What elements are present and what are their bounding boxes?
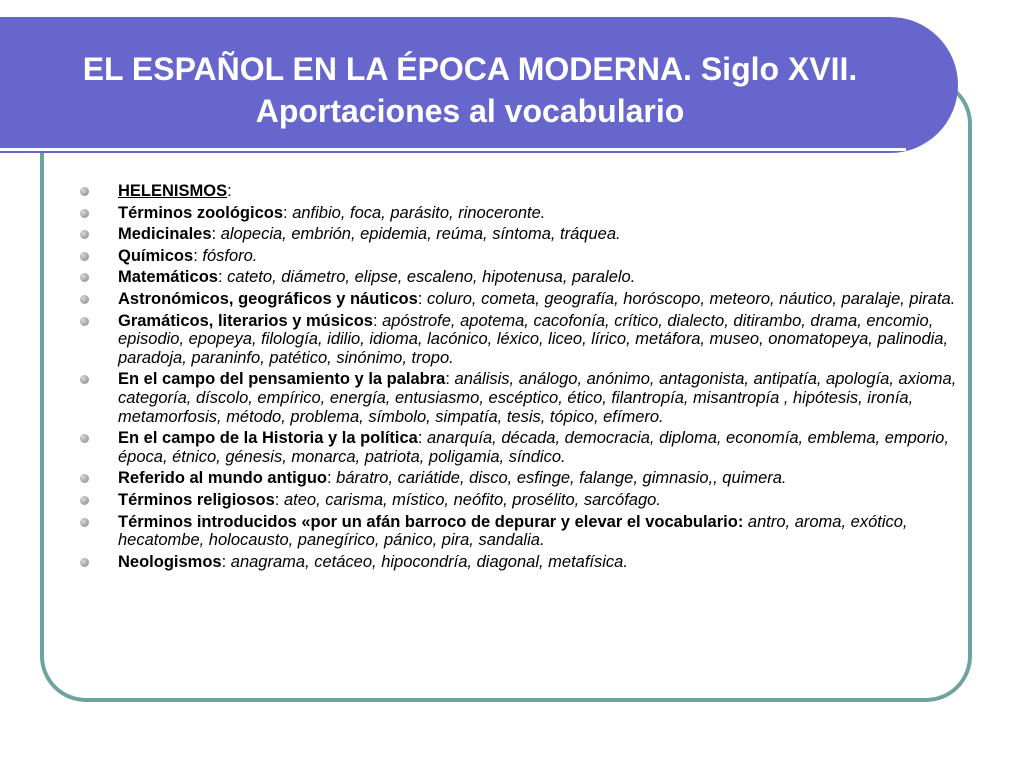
item-separator: : [227,182,232,200]
bullet-icon [80,496,89,505]
item-examples: anagrama, cetáceo, hipocondría, diagonal, metafísica. [230,552,628,571]
slide-title: EL ESPAÑOL EN LA ÉPOCA MODERNA. Siglo XVII. Aportaciones al vocabulario [82,51,858,129]
item-label: Referido al mundo antiguo [118,469,327,488]
item-examples: anarquía, década, democracia, diploma, economía, emblema, emporio, época, étnico, génesis, monarca, patriota, poligamia, síndico. [118,429,949,466]
list-item [78,491,958,510]
item-label: Gramáticos, literarios y músicos [118,311,373,330]
bullet-list-container [78,182,958,574]
list-item [78,290,958,309]
item-separator: : [445,370,455,389]
bullet-icon [80,434,89,443]
item-label: Químicos [118,246,194,265]
bullet-icon [80,187,89,196]
list-item [78,370,958,426]
bullet-icon [80,474,89,483]
bullet-icon [80,558,89,567]
item-label: En el campo de la Historia y la política [118,429,418,448]
title-underline [0,148,906,151]
bullet-icon [80,209,89,218]
list-item [78,204,958,223]
item-separator: : [217,268,228,287]
list-item [78,469,958,488]
item-examples: apóstrofe, apotema, cacofonía, crítico, dialecto, ditirambo, drama, encomio, episodio, epopeya, filología, idilio, idioma, lacónico, léxico, liceo, lírico, metáfora, museo, onomatopeya, palinodia, paradoja, paraninfo, patético, sinónimo, tropo. [118,311,949,367]
item-examples: anfibio, foca, parásito, rinoceronte. [292,203,546,222]
item-examples: ateo, carisma, místico, neófito, prosélito, sarcófago. [283,490,661,509]
bullet-icon [80,375,89,384]
item-separator: : [211,225,221,244]
list-item [78,268,958,287]
item-separator: : [417,429,428,448]
item-examples: báratro, cariátide, disco, esfinge, falange, gimnasio,, quimera. [336,469,787,488]
list-item [78,312,958,368]
item-label: Términos religiosos [118,490,275,509]
title-banner [0,17,958,153]
bullet-icon [80,252,89,261]
item-examples: fósforo. [202,246,258,265]
item-examples: análisis, análogo, anónimo, antagonista, antipatía, apología, axioma, categoría, díscolo, empírico, energía, entusiasmo, escéptico, ético, filantropía, misantropía , hipótesis, ironía, metamorfosis, método, problema, símbolo, simpatía, tesis, tópico, efímero. [118,370,957,426]
list-item [78,182,958,201]
item-separator: : [274,490,284,509]
list-item [78,225,958,244]
item-separator: : [372,311,383,330]
item-label: Matemáticos [118,268,218,287]
item-label: Astronómicos, geográficos y náuticos [118,289,418,308]
item-separator: : [221,552,231,571]
item-label: Neologismos [118,552,222,571]
item-label: Términos introducidos «por un afán barroco de depurar y elevar el vocabulario: [118,512,744,531]
list-item [78,513,958,550]
list-item [78,553,958,572]
item-label: Medicinales [118,225,212,244]
list-item [78,429,958,466]
bullet-icon [80,295,89,304]
item-separator: : [193,246,203,265]
item-separator: : [327,469,337,488]
bullet-icon [80,518,89,527]
item-label: HELENISMOS [118,182,228,200]
item-label: Términos zoológicos [118,203,284,222]
item-examples: antro, aroma, exótico, hecatombe, holocausto, panegírico, pánico, pira, sandalia. [118,512,908,550]
item-examples: alopecia, embrión, epidemia, reúma, síntoma, tráquea. [220,225,621,244]
bullet-icon [80,230,89,239]
bullet-list [78,182,958,571]
item-separator: : [283,203,293,222]
item-examples: cateto, diámetro, elipse, escaleno, hipotenusa, paralelo. [227,268,636,287]
bullet-icon [80,317,89,326]
list-item [78,247,958,266]
bullet-icon [80,273,89,282]
item-separator: : [417,289,427,308]
item-label: En el campo del pensamiento y la palabra [118,370,446,389]
item-examples: coluro, cometa, geografía, horóscopo, meteoro, náutico, paralaje, pirata. [426,289,956,308]
